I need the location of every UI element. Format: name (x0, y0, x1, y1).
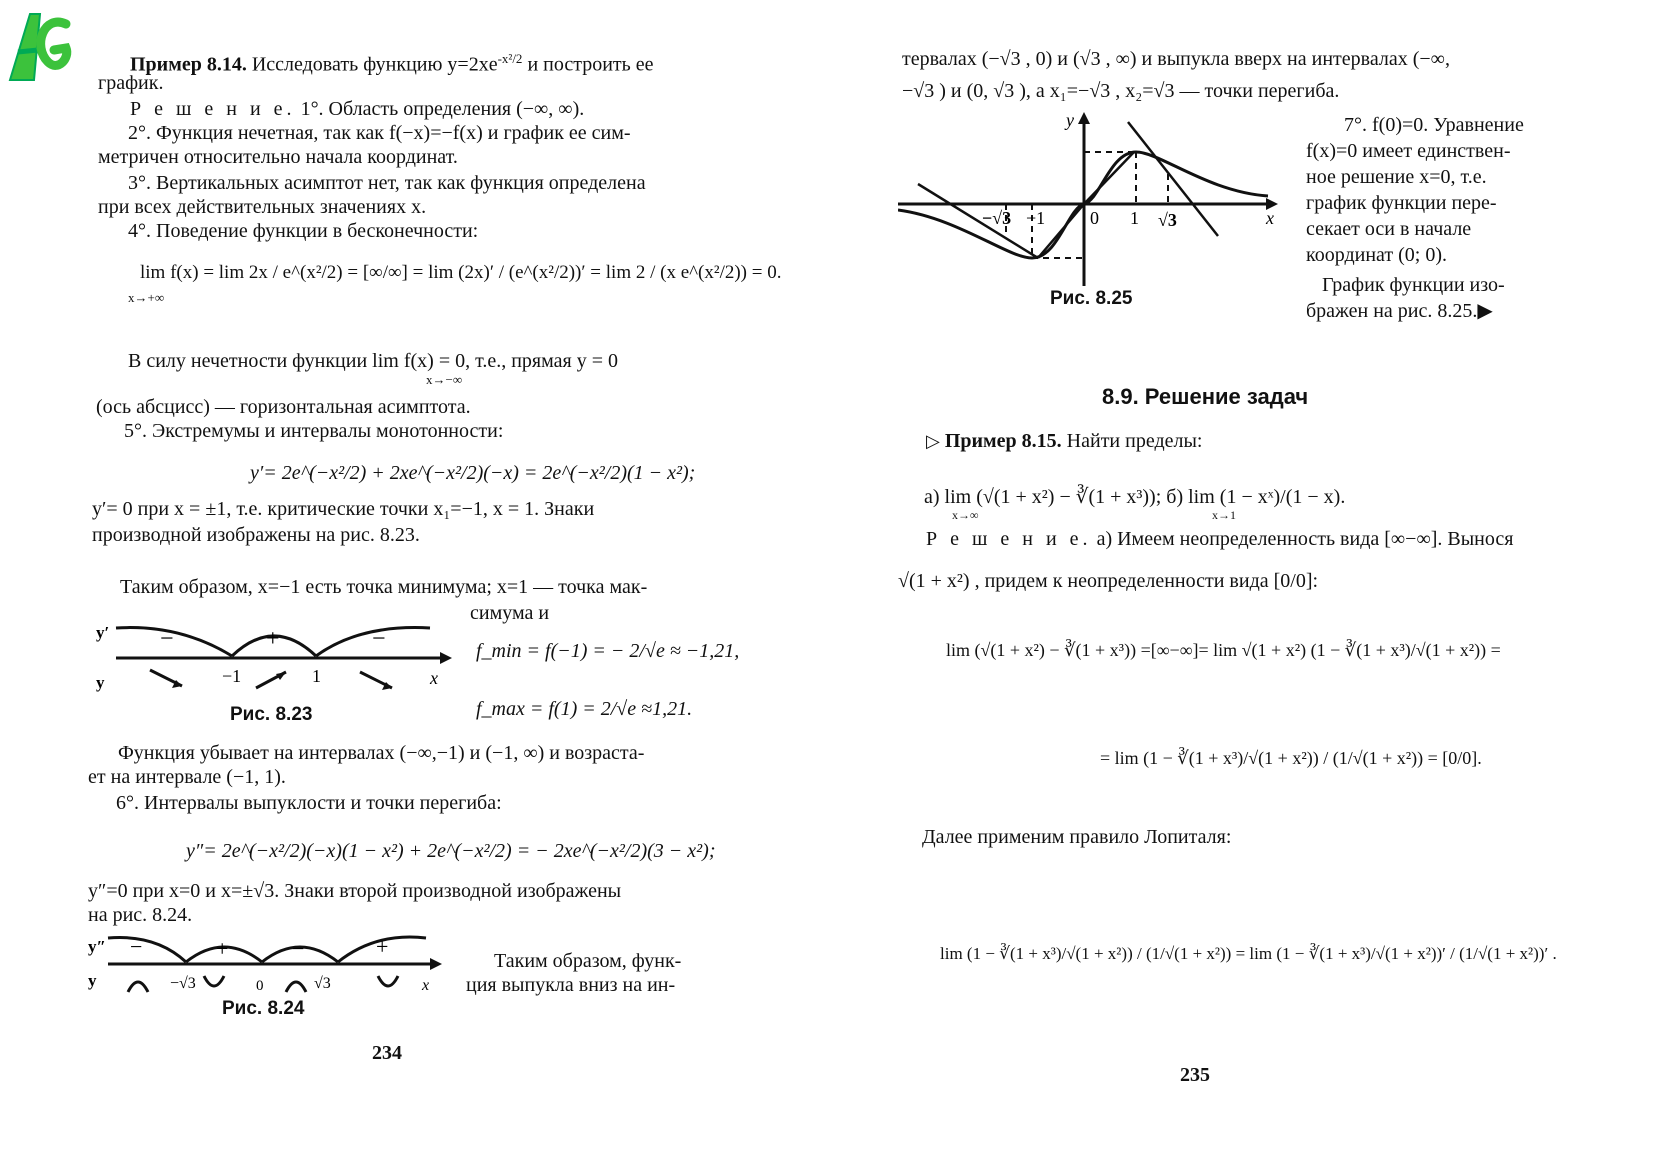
p7-block (1306, 112, 1524, 324)
r-solution-text: а) Имеем неопределенность вида [∞−∞]. Вынося (1096, 528, 1514, 550)
r-sol-line1 (926, 526, 1513, 552)
deriv1-formula: y′= 2e^(−x²/2) + 2xe^(−x²/2)(−x) = 2e^(−x²/2)(1 − x²); (250, 462, 696, 484)
ex15-line (926, 428, 1202, 454)
p6c-line2: ция выпукла вниз на ин- (466, 974, 676, 996)
r1-line2: −√3 ) и (0, √3 ), а x₁=−√3 , x₂=√3 — точки перегиба. (902, 80, 1340, 102)
fig25-tick-4: 1 (1130, 208, 1139, 228)
ex15-text: Найти пределы: (1066, 430, 1203, 452)
fig24-sign-3: − (292, 936, 305, 961)
example-tail: и построить ее (527, 53, 654, 76)
fmin-formula: f_min = f(−1) = − 2/√e ≈ −1,21, (476, 640, 740, 662)
r1-line1: тервалах (−√3 , 0) и (√3 , ∞) и выпукла вверх на интервалах (−∞, (902, 48, 1450, 70)
fig24-tick-2: 0 (256, 978, 264, 994)
p5b-line1: y′= 0 при x = ±1, т.е. критические точки x₁=−1, x = 1. Знаки (92, 498, 595, 520)
fig23-caption: Рис. 8.23 (230, 704, 313, 725)
fig25-x-label: x (1266, 208, 1274, 228)
fig23-tick-2: 1 (312, 666, 321, 686)
p7-line-2: f(x)=0 имеет единствен- (1306, 140, 1511, 162)
p3-line1: 3°. Вертикальных асимптот нет, так как функция определена (128, 172, 646, 194)
fig23-sign-2: + (266, 626, 280, 652)
example-title-line (130, 46, 654, 78)
fig25-caption: Рис. 8.25 (1050, 288, 1133, 309)
ex15-tasks: а) lim (√(1 + x²) − ∛(1 + x³)); б) lim (1 − xˣ)/(1 − x). (924, 486, 1346, 508)
p6b-line2: на рис. 8.24. (88, 904, 193, 926)
p5d-line2: ет на интервале (−1, 1). (88, 766, 286, 788)
ex15-title: Пример 8.15. (944, 430, 1062, 452)
page-number-right: 235 (1180, 1064, 1210, 1086)
fig24-tick-3: √3 (314, 975, 331, 992)
fmax-formula: f_max = f(1) = 2/√e ≈1,21. (476, 698, 693, 720)
ex15-sub-a: x→∞ (952, 508, 979, 522)
ex15-sub-b: x→1 (1212, 508, 1236, 522)
p6b-line1: y″=0 при x=0 и x=±√3. Знаки второй производной изображены (88, 880, 622, 902)
p5c-line2: симума и (470, 602, 550, 624)
fig24-sign-1: − (130, 934, 143, 959)
p4-line1: 4°. Поведение функции в бесконечности: (128, 220, 479, 242)
p5d-line1: Функция убывает на интервалах (−∞,−1) и (−1, ∞) и возраста- (118, 742, 645, 764)
fig24-tick-1: −√3 (170, 975, 196, 992)
ag-logo-icon (4, 6, 74, 86)
example-line2: график. (98, 72, 164, 94)
solution-word: Р е ш е н и е. (130, 98, 296, 120)
fig24-row1-label: y″ (88, 937, 106, 956)
fig23-row2-label: y (96, 673, 105, 692)
fig24-row2-label: y (88, 971, 97, 990)
fig23-sign-1: − (160, 626, 174, 652)
p2-line2: метричен относительно начала координат. (98, 146, 458, 168)
r-sol-line2: √(1 + x²) , придем к неопределенности вида [0/0]: (898, 570, 1319, 592)
example-title: Пример 8.14. (130, 53, 247, 76)
solution-line (130, 96, 584, 122)
fig23-row1-label: y′ (96, 623, 110, 642)
big-formula-1: lim (√(1 + x²) − ∛(1 + x³)) =[∞−∞]= lim √(1 + x²) (1 − ∛(1 + x³)/√(1 + x²)) = (946, 640, 1501, 660)
big-formula-2: = lim (1 − ∛(1 + x³)/√(1 + x²)) / (1/√(1 + x²)) = [0/0]. (1100, 748, 1482, 768)
fig23-tick-1: −1 (222, 666, 242, 686)
lopital-line: Далее применим правило Лопиталя: (922, 826, 1232, 848)
fig25-tick-5: √3 (1158, 210, 1177, 230)
figure-8-24 (86, 930, 456, 998)
right-page (830, 0, 1662, 1161)
section-title: 8.9. Решение задач (1102, 384, 1309, 409)
fig25-tick-2: −1 (1026, 208, 1046, 228)
p7-line-4: график функции пере- (1306, 192, 1497, 214)
p4b-line1: В силу нечетности функции lim f(x) = 0, т.е., прямая y = 0 (128, 350, 618, 372)
p7-line-1: 7°. f(0)=0. Уравнение (1344, 114, 1524, 136)
p7-line-3: ное решение x=0, т.е. (1306, 166, 1487, 188)
figure-8-25 (898, 108, 1298, 290)
p6c-line1: Таким образом, функ- (494, 950, 682, 972)
p6-line1: 6°. Интервалы выпуклости и точки перегиба: (116, 792, 502, 814)
p7b-line-2: бражен на рис. 8.25.▶ (1306, 300, 1493, 322)
p5-line1: 5°. Экстремумы и интервалы монотонности: (124, 420, 504, 442)
p4b-line2: (ось абсцисс) — горизонтальная асимптота. (96, 396, 471, 418)
p4b-sub: x→−∞ (426, 372, 463, 387)
p7-line-6: координат (0; 0). (1306, 244, 1447, 266)
fig24-sign-2: + (216, 936, 229, 961)
fig23-sign-3: − (372, 626, 386, 652)
fig25-tick-1: −√3 (982, 208, 1012, 228)
fig24-caption: Рис. 8.24 (222, 998, 305, 1019)
fig25-tick-3: 0 (1090, 208, 1099, 228)
p2-line1: 2°. Функция нечетная, так как f(−x)=−f(x) и график ее сим- (128, 122, 631, 144)
fig24-sign-4: + (376, 934, 389, 959)
r-solution-word: Р е ш е н и е. (926, 528, 1092, 550)
limit-sub: x→+∞ (128, 290, 165, 305)
p3-line2: при всех действительных значениях x. (98, 196, 427, 218)
deriv2-formula: y″= 2e^(−x²/2)(−x)(1 − x²) + 2e^(−x²/2) = − 2xe^(−x²/2)(3 − x²); (186, 840, 716, 862)
solution-text: 1°. Область определения (−∞, ∞). (300, 98, 585, 120)
limit-formula: lim f(x) = lim 2x / e^(x²/2) = [∞/∞] = lim (2x)′ / (e^(x²/2))′ = lim 2 / (x e^(x²/2)) = 0. (140, 262, 782, 283)
example-exp: -x²/2 (497, 51, 523, 66)
example-text: Исследовать функцию y=2xe (251, 53, 498, 76)
figure-8-23 (90, 616, 470, 706)
fig23-axis: x (430, 668, 438, 688)
big-formula-3: lim (1 − ∛(1 + x³)/√(1 + x²)) / (1/√(1 + x²)) = lim (1 − ∛(1 + x³)/√(1 + x²))′ / (1/√(1 + x²))′ . (940, 944, 1557, 963)
fig24-axis: x (422, 977, 430, 994)
p7-line-5: секает оси в начале (1306, 218, 1472, 240)
fig25-y-label: y (1066, 110, 1074, 130)
triangle-icon: ▷ (926, 431, 940, 451)
p5b-line2: производной изображены на рис. 8.23. (92, 524, 420, 546)
page-number-left: 234 (372, 1042, 402, 1064)
p7b-line-1: График функции изо- (1322, 274, 1505, 296)
p5c-line1: Таким образом, x=−1 есть точка минимума; x=1 — точка мак- (120, 576, 648, 598)
left-page (0, 0, 830, 1161)
